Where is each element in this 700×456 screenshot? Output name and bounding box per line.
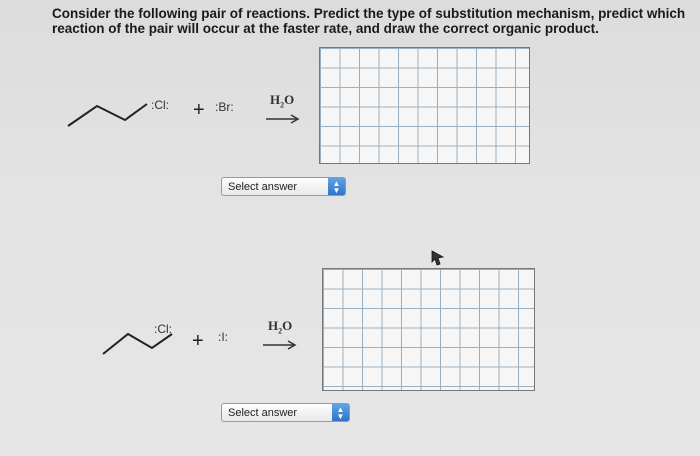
propyl-chain-2 bbox=[100, 318, 190, 358]
select-label-1: Select answer bbox=[228, 181, 298, 193]
plus-sign-1: + bbox=[193, 99, 205, 121]
up-down-chevron-icon[interactable]: ▲ ▼ bbox=[328, 178, 345, 195]
leaving-group-2: :Cl: bbox=[154, 322, 172, 336]
reaction-1 bbox=[65, 92, 315, 162]
reaction-arrow-1 bbox=[265, 114, 301, 124]
question-text: Consider the following pair of reactions. Predict the type of substitution mechanism, predict which reaction of the pair will occur at the faster rate, and draw the correct organic product. bbox=[52, 6, 686, 36]
mechanism-select-1[interactable] bbox=[221, 177, 346, 196]
mouse-pointer-icon bbox=[431, 250, 445, 266]
nucleophile-2: :I: bbox=[218, 330, 229, 344]
nucleophile-1: :Br: bbox=[215, 100, 234, 114]
drawing-canvas-1[interactable] bbox=[319, 47, 530, 164]
solvent-2: $H_2O$ bbox=[268, 318, 293, 336]
leaving-group-1: :Cl: bbox=[151, 98, 169, 112]
plus-sign-2: + bbox=[192, 330, 204, 352]
reaction-arrow-2 bbox=[262, 340, 298, 350]
select-label-2: Select answer bbox=[228, 407, 298, 419]
mechanism-select-2[interactable] bbox=[221, 403, 350, 422]
up-down-chevron-icon[interactable]: ▲ ▼ bbox=[332, 404, 349, 421]
reaction-2 bbox=[100, 318, 350, 388]
drawing-canvas-2[interactable] bbox=[322, 268, 535, 391]
propyl-chain-1 bbox=[65, 92, 155, 132]
solvent-1: $H_2O$ bbox=[270, 92, 295, 110]
